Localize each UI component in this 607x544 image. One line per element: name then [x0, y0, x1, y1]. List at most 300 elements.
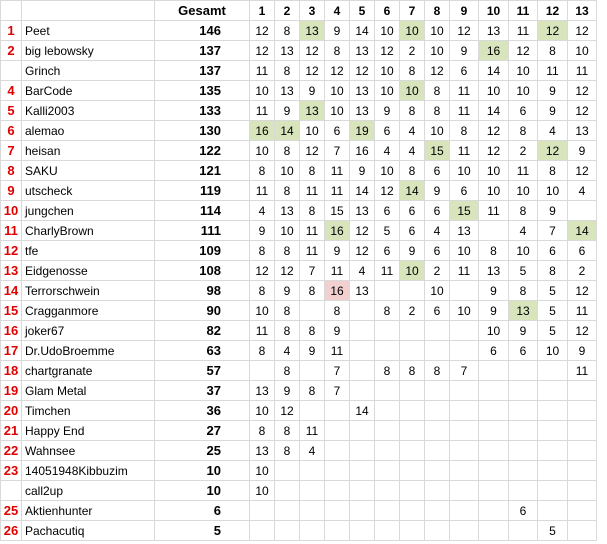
score-cell: [400, 501, 425, 521]
score-cell: [425, 521, 450, 541]
score-cell: [425, 441, 450, 461]
score-cell: [479, 501, 509, 521]
score-cell: [450, 421, 479, 441]
total-cell: 57: [155, 361, 250, 381]
score-cell: 11: [300, 421, 325, 441]
score-cell: 9: [568, 141, 597, 161]
table-row: [1, 401, 597, 421]
score-cell: 8: [425, 101, 450, 121]
player-name-cell: call2up: [22, 481, 155, 501]
score-cell: [450, 281, 479, 301]
score-cell: 11: [450, 81, 479, 101]
header-round: 7: [400, 1, 425, 21]
score-cell: 10: [325, 101, 350, 121]
score-cell: 4: [375, 141, 400, 161]
score-cell: 11: [568, 61, 597, 81]
score-cell: [509, 401, 538, 421]
rank-cell: 25: [1, 501, 22, 521]
rank-cell: 8: [1, 161, 22, 181]
score-cell: [325, 441, 350, 461]
player-name-cell: Wahnsee: [22, 441, 155, 461]
score-cell: [325, 421, 350, 441]
score-cell: 8: [538, 161, 568, 181]
score-cell: 6: [509, 101, 538, 121]
score-cell: 12: [538, 141, 568, 161]
rank-cell: 19: [1, 381, 22, 401]
score-cell: 9: [350, 161, 375, 181]
score-cell: [375, 481, 400, 501]
score-cell: 8: [425, 361, 450, 381]
player-name-cell: BarCode: [22, 81, 155, 101]
score-cell: 10: [375, 161, 400, 181]
score-cell: 10: [375, 21, 400, 41]
score-cell: [425, 481, 450, 501]
score-cell: 9: [375, 101, 400, 121]
score-cell: [350, 481, 375, 501]
score-cell: 6: [509, 501, 538, 521]
score-cell: 6: [450, 181, 479, 201]
score-cell: [250, 501, 275, 521]
score-cell: 6: [425, 301, 450, 321]
score-cell: 4: [400, 141, 425, 161]
score-cell: 8: [275, 61, 300, 81]
score-cell: 12: [568, 161, 597, 181]
score-cell: [568, 521, 597, 541]
score-cell: 12: [450, 21, 479, 41]
header-round: 10: [479, 1, 509, 21]
score-cell: [250, 521, 275, 541]
total-cell: 82: [155, 321, 250, 341]
header-round: 2: [275, 1, 300, 21]
score-cell: 14: [479, 101, 509, 121]
score-cell: [425, 321, 450, 341]
score-cell: 13: [300, 101, 325, 121]
score-cell: [509, 481, 538, 501]
score-cell: [450, 521, 479, 541]
header-round: 12: [538, 1, 568, 21]
table-row: [1, 101, 597, 121]
score-cell: 12: [375, 41, 400, 61]
score-cell: 8: [538, 261, 568, 281]
score-cell: [425, 401, 450, 421]
score-cell: [450, 501, 479, 521]
rank-cell: 18: [1, 361, 22, 381]
score-cell: 10: [425, 281, 450, 301]
score-cell: [325, 521, 350, 541]
score-cell: 4: [300, 441, 325, 461]
table-row: [1, 161, 597, 181]
score-cell: [350, 501, 375, 521]
table-row: [1, 241, 597, 261]
score-cell: 12: [568, 281, 597, 301]
rank-cell: 17: [1, 341, 22, 361]
table-row: [1, 281, 597, 301]
score-cell: [450, 381, 479, 401]
score-cell: 10: [538, 181, 568, 201]
rank-cell: 22: [1, 441, 22, 461]
score-cell: 7: [538, 221, 568, 241]
score-cell: 6: [375, 121, 400, 141]
score-cell: [375, 421, 400, 441]
total-cell: 25: [155, 441, 250, 461]
score-cell: 11: [450, 101, 479, 121]
score-cell: 8: [275, 421, 300, 441]
score-cell: 6: [425, 161, 450, 181]
score-cell: 9: [538, 81, 568, 101]
score-cell: 12: [275, 401, 300, 421]
score-cell: [300, 501, 325, 521]
score-cell: 6: [425, 241, 450, 261]
header-name-cell: [22, 1, 155, 21]
score-cell: [375, 461, 400, 481]
score-cell: 14: [350, 181, 375, 201]
score-cell: 16: [350, 141, 375, 161]
score-cell: 6: [568, 241, 597, 261]
score-cell: 16: [250, 121, 275, 141]
score-cell: 7: [450, 361, 479, 381]
score-cell: 10: [400, 81, 425, 101]
score-cell: 14: [350, 21, 375, 41]
total-cell: 10: [155, 461, 250, 481]
score-cell: [568, 381, 597, 401]
score-cell: [425, 421, 450, 441]
score-cell: 13: [275, 201, 300, 221]
score-cell: 10: [509, 181, 538, 201]
score-cell: [538, 421, 568, 441]
score-cell: [479, 481, 509, 501]
score-cell: 11: [325, 261, 350, 281]
score-cell: 10: [450, 241, 479, 261]
score-cell: [275, 481, 300, 501]
table-row: [1, 221, 597, 241]
score-cell: 12: [250, 21, 275, 41]
player-name-cell: alemao: [22, 121, 155, 141]
total-cell: 109: [155, 241, 250, 261]
score-cell: 12: [568, 81, 597, 101]
rank-cell: 6: [1, 121, 22, 141]
score-cell: 10: [400, 21, 425, 41]
table-row: [1, 341, 597, 361]
score-cell: 8: [509, 201, 538, 221]
score-cell: [300, 481, 325, 501]
score-cell: 12: [250, 261, 275, 281]
score-cell: 8: [250, 421, 275, 441]
score-cell: [450, 341, 479, 361]
header-round: 9: [450, 1, 479, 21]
score-cell: 9: [325, 21, 350, 41]
score-cell: 11: [325, 341, 350, 361]
score-cell: 8: [300, 161, 325, 181]
score-cell: 11: [325, 161, 350, 181]
score-cell: [350, 381, 375, 401]
rank-cell: 10: [1, 201, 22, 221]
score-cell: [375, 341, 400, 361]
score-cell: 10: [300, 121, 325, 141]
score-cell: 6: [450, 61, 479, 81]
score-cell: 13: [275, 81, 300, 101]
player-name-cell: tfe: [22, 241, 155, 261]
score-cell: 8: [250, 341, 275, 361]
score-cell: [375, 401, 400, 421]
score-cell: 12: [479, 141, 509, 161]
score-cell: [538, 361, 568, 381]
score-cell: [375, 441, 400, 461]
score-cell: 10: [250, 81, 275, 101]
player-name-cell: Aktienhunter: [22, 501, 155, 521]
score-cell: 11: [300, 221, 325, 241]
score-cell: 4: [275, 341, 300, 361]
score-cell: 9: [450, 41, 479, 61]
score-cell: [300, 301, 325, 321]
score-cell: 7: [325, 361, 350, 381]
header-round: 4: [325, 1, 350, 21]
score-cell: [479, 381, 509, 401]
rank-cell: 21: [1, 421, 22, 441]
rank-cell: 20: [1, 401, 22, 421]
player-name-cell: Terrorschwein: [22, 281, 155, 301]
score-cell: 12: [538, 21, 568, 41]
score-cell: 10: [275, 161, 300, 181]
header-round: 1: [250, 1, 275, 21]
score-cell: 10: [250, 141, 275, 161]
score-cell: 10: [509, 241, 538, 261]
score-cell: [568, 481, 597, 501]
score-cell: [275, 461, 300, 481]
score-cell: [400, 321, 425, 341]
score-cell: [568, 441, 597, 461]
table-row: [1, 461, 597, 481]
score-cell: 8: [275, 181, 300, 201]
total-cell: 37: [155, 381, 250, 401]
score-cell: [275, 521, 300, 541]
player-name-cell: Eidgenosse: [22, 261, 155, 281]
score-cell: 11: [250, 101, 275, 121]
total-cell: 5: [155, 521, 250, 541]
score-cell: [509, 381, 538, 401]
score-cell: [568, 501, 597, 521]
score-cell: 8: [300, 321, 325, 341]
score-cell: 10: [509, 81, 538, 101]
table-row: [1, 481, 597, 501]
score-cell: 11: [479, 201, 509, 221]
score-cell: 12: [509, 41, 538, 61]
score-cell: 9: [538, 201, 568, 221]
score-cell: [300, 521, 325, 541]
score-cell: 11: [450, 261, 479, 281]
score-cell: 12: [350, 61, 375, 81]
score-cell: 9: [509, 321, 538, 341]
table-row: [1, 181, 597, 201]
score-cell: 14: [350, 401, 375, 421]
table-row: [1, 441, 597, 461]
score-cell: 11: [509, 21, 538, 41]
score-cell: 8: [250, 161, 275, 181]
score-cell: 15: [450, 201, 479, 221]
player-name-cell: Grinch: [22, 61, 155, 81]
player-name-cell: big lebowsky: [22, 41, 155, 61]
header-round: 6: [375, 1, 400, 21]
score-cell: 4: [400, 121, 425, 141]
table-row: [1, 321, 597, 341]
score-cell: [300, 401, 325, 421]
score-cell: [350, 361, 375, 381]
total-cell: 135: [155, 81, 250, 101]
score-cell: 19: [350, 121, 375, 141]
score-cell: 10: [479, 181, 509, 201]
header-round: 13: [568, 1, 597, 21]
score-cell: 14: [479, 61, 509, 81]
score-cell: [538, 501, 568, 521]
total-cell: 133: [155, 101, 250, 121]
score-cell: 6: [375, 201, 400, 221]
score-cell: 8: [509, 281, 538, 301]
score-cell: 11: [250, 181, 275, 201]
rank-cell: 11: [1, 221, 22, 241]
table-row: [1, 121, 597, 141]
table-row: [1, 141, 597, 161]
score-cell: 8: [375, 301, 400, 321]
score-cell: [509, 521, 538, 541]
score-cell: 8: [375, 361, 400, 381]
score-cell: 2: [400, 301, 425, 321]
score-cell: 8: [450, 121, 479, 141]
score-cell: 16: [325, 281, 350, 301]
score-cell: 12: [350, 241, 375, 261]
score-cell: [400, 481, 425, 501]
score-cell: [450, 461, 479, 481]
score-cell: 10: [425, 121, 450, 141]
score-cell: 4: [568, 181, 597, 201]
score-cell: [375, 381, 400, 401]
score-cell: [375, 501, 400, 521]
score-cell: 10: [250, 301, 275, 321]
player-name-cell: jungchen: [22, 201, 155, 221]
score-cell: [538, 481, 568, 501]
score-cell: [400, 521, 425, 541]
score-cell: 7: [300, 261, 325, 281]
score-cell: 4: [538, 121, 568, 141]
score-cell: 7: [325, 381, 350, 401]
score-cell: [479, 421, 509, 441]
score-cell: [275, 501, 300, 521]
score-cell: 14: [400, 181, 425, 201]
score-cell: 10: [568, 41, 597, 61]
header-total: Gesamt: [155, 1, 250, 21]
score-cell: 13: [350, 281, 375, 301]
score-cell: [538, 381, 568, 401]
score-cell: 8: [275, 21, 300, 41]
score-cell: [375, 281, 400, 301]
score-cell: [350, 441, 375, 461]
score-cell: 9: [479, 281, 509, 301]
score-cell: [425, 461, 450, 481]
score-cell: [425, 501, 450, 521]
score-cell: 8: [250, 241, 275, 261]
score-cell: 13: [350, 41, 375, 61]
score-cell: 11: [375, 261, 400, 281]
score-cell: [400, 401, 425, 421]
score-cell: 12: [325, 61, 350, 81]
score-cell: [300, 461, 325, 481]
score-cell: 8: [275, 141, 300, 161]
player-name-cell: chartgranate: [22, 361, 155, 381]
score-cell: 2: [509, 141, 538, 161]
player-name-cell: Dr.UdoBroemme: [22, 341, 155, 361]
score-cell: 12: [568, 21, 597, 41]
table-row: [1, 21, 597, 41]
table-row: [1, 81, 597, 101]
rank-cell: 4: [1, 81, 22, 101]
score-cell: 12: [300, 61, 325, 81]
score-cell: 5: [538, 521, 568, 541]
rank-cell: 23: [1, 461, 22, 481]
total-cell: 63: [155, 341, 250, 361]
score-cell: 9: [250, 221, 275, 241]
score-cell: [479, 521, 509, 541]
score-cell: 10: [538, 341, 568, 361]
score-cell: [509, 461, 538, 481]
table-row: [1, 301, 597, 321]
score-cell: 12: [479, 121, 509, 141]
player-name-cell: Cragganmore: [22, 301, 155, 321]
score-cell: [479, 361, 509, 381]
score-cell: [250, 361, 275, 381]
rank-cell: [1, 61, 22, 81]
score-cell: 7: [325, 141, 350, 161]
rank-cell: 14: [1, 281, 22, 301]
score-cell: 11: [300, 181, 325, 201]
score-cell: 13: [450, 221, 479, 241]
score-cell: 9: [568, 341, 597, 361]
table-row: [1, 41, 597, 61]
score-cell: 6: [400, 221, 425, 241]
total-cell: 6: [155, 501, 250, 521]
score-cell: 4: [425, 221, 450, 241]
score-cell: 8: [300, 201, 325, 221]
score-cell: 2: [568, 261, 597, 281]
score-cell: 6: [538, 241, 568, 261]
score-cell: 14: [275, 121, 300, 141]
score-cell: [400, 381, 425, 401]
player-name-cell: CharlyBrown: [22, 221, 155, 241]
score-cell: 11: [325, 181, 350, 201]
total-cell: 122: [155, 141, 250, 161]
score-cell: 13: [350, 201, 375, 221]
score-cell: [400, 281, 425, 301]
score-cell: [450, 441, 479, 461]
table-row: [1, 421, 597, 441]
score-cell: 5: [375, 221, 400, 241]
player-name-cell: heisan: [22, 141, 155, 161]
header-round: 8: [425, 1, 450, 21]
score-cell: 8: [400, 101, 425, 121]
score-cell: 11: [568, 361, 597, 381]
score-cell: 10: [325, 81, 350, 101]
score-cell: 8: [509, 121, 538, 141]
score-cell: 12: [568, 101, 597, 121]
score-cell: 12: [250, 41, 275, 61]
score-cell: [568, 421, 597, 441]
score-cell: 13: [568, 121, 597, 141]
rank-cell: 1: [1, 21, 22, 41]
score-cell: [450, 401, 479, 421]
score-cell: 6: [479, 341, 509, 361]
score-cell: 9: [538, 101, 568, 121]
player-name-cell: Peet: [22, 21, 155, 41]
score-cell: [568, 201, 597, 221]
score-cell: [300, 361, 325, 381]
total-cell: 90: [155, 301, 250, 321]
